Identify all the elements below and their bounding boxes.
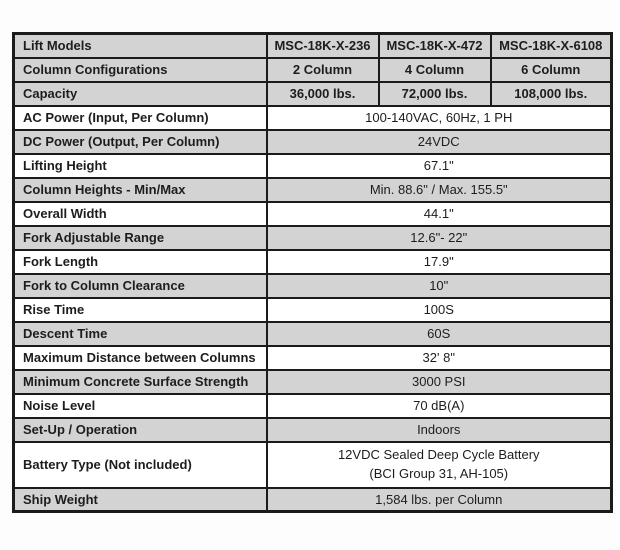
row-label: Column Heights - Min/Max — [14, 178, 267, 202]
model-value-cell: 72,000 lbs. — [379, 82, 491, 106]
row-label: Noise Level — [14, 394, 267, 418]
spec-row — [14, 488, 612, 512]
model-value-cell: MSC-18K-X-6108 — [491, 34, 612, 58]
row-label: Set-Up / Operation — [14, 418, 267, 442]
row-label: Rise Time — [14, 298, 267, 322]
spec-value-cell: 32' 8" — [267, 346, 612, 370]
spec-row — [14, 298, 612, 322]
row-label: Descent Time — [14, 322, 267, 346]
spec-row — [14, 442, 612, 488]
spec-value-cell: 12.6"- 22" — [267, 226, 612, 250]
spec-value-cell: 67.1" — [267, 154, 612, 178]
spec-value-cell: 70 dB(A) — [267, 394, 612, 418]
spec-row — [14, 226, 612, 250]
spec-row — [14, 178, 612, 202]
model-value-cell: 6 Column — [491, 58, 612, 82]
row-label: Maximum Distance between Columns — [14, 346, 267, 370]
model-value-cell: MSC-18K-X-236 — [267, 34, 379, 58]
spec-value-cell: 1,584 lbs. per Column — [267, 488, 612, 512]
spec-row — [14, 274, 612, 298]
spec-value-cell: 17.9" — [267, 250, 612, 274]
row-label: Fork to Column Clearance — [14, 274, 267, 298]
row-label: Ship Weight — [14, 488, 267, 512]
model-value-cell: 2 Column — [267, 58, 379, 82]
spec-row — [14, 154, 612, 178]
model-value-cell: 36,000 lbs. — [267, 82, 379, 106]
spec-value-cell: 10" — [267, 274, 612, 298]
model-value-cell: MSC-18K-X-472 — [379, 34, 491, 58]
spec-row — [14, 202, 612, 226]
model-value-cell: 4 Column — [379, 58, 491, 82]
spec-row — [14, 130, 612, 154]
spec-value-cell: 60S — [267, 322, 612, 346]
spec-row — [14, 106, 612, 130]
row-label: DC Power (Output, Per Column) — [14, 130, 267, 154]
spec-value-cell: Min. 88.6" / Max. 155.5" — [267, 178, 612, 202]
header-row — [14, 58, 612, 82]
spec-value-cell: 100S — [267, 298, 612, 322]
spec-value-cell: 24VDC — [267, 130, 612, 154]
spec-row — [14, 322, 612, 346]
spec-value-cell: 100-140VAC, 60Hz, 1 PH — [267, 106, 612, 130]
spec-row — [14, 346, 612, 370]
spec-row — [14, 394, 612, 418]
row-label: Fork Length — [14, 250, 267, 274]
spec-row — [14, 418, 612, 442]
row-label: Lifting Height — [14, 154, 267, 178]
row-label: Overall Width — [14, 202, 267, 226]
row-label: Column Configurations — [14, 58, 267, 82]
spec-row — [14, 370, 612, 394]
lift-spec-table — [12, 32, 613, 513]
row-label: Minimum Concrete Surface Strength — [14, 370, 267, 394]
spec-value-cell: 12VDC Sealed Deep Cycle Battery (BCI Group 31, AH-105) — [267, 442, 612, 488]
spec-value-cell: 44.1" — [267, 202, 612, 226]
header-row — [14, 34, 612, 58]
spec-table-body — [14, 34, 612, 512]
row-label: Capacity — [14, 82, 267, 106]
spec-value-cell: Indoors — [267, 418, 612, 442]
model-value-cell: 108,000 lbs. — [491, 82, 612, 106]
row-label: AC Power (Input, Per Column) — [14, 106, 267, 130]
row-label: Fork Adjustable Range — [14, 226, 267, 250]
spec-row — [14, 250, 612, 274]
spec-value-cell: 3000 PSI — [267, 370, 612, 394]
row-label: Battery Type (Not included) — [14, 442, 267, 488]
header-row — [14, 82, 612, 106]
row-label: Lift Models — [14, 34, 267, 58]
